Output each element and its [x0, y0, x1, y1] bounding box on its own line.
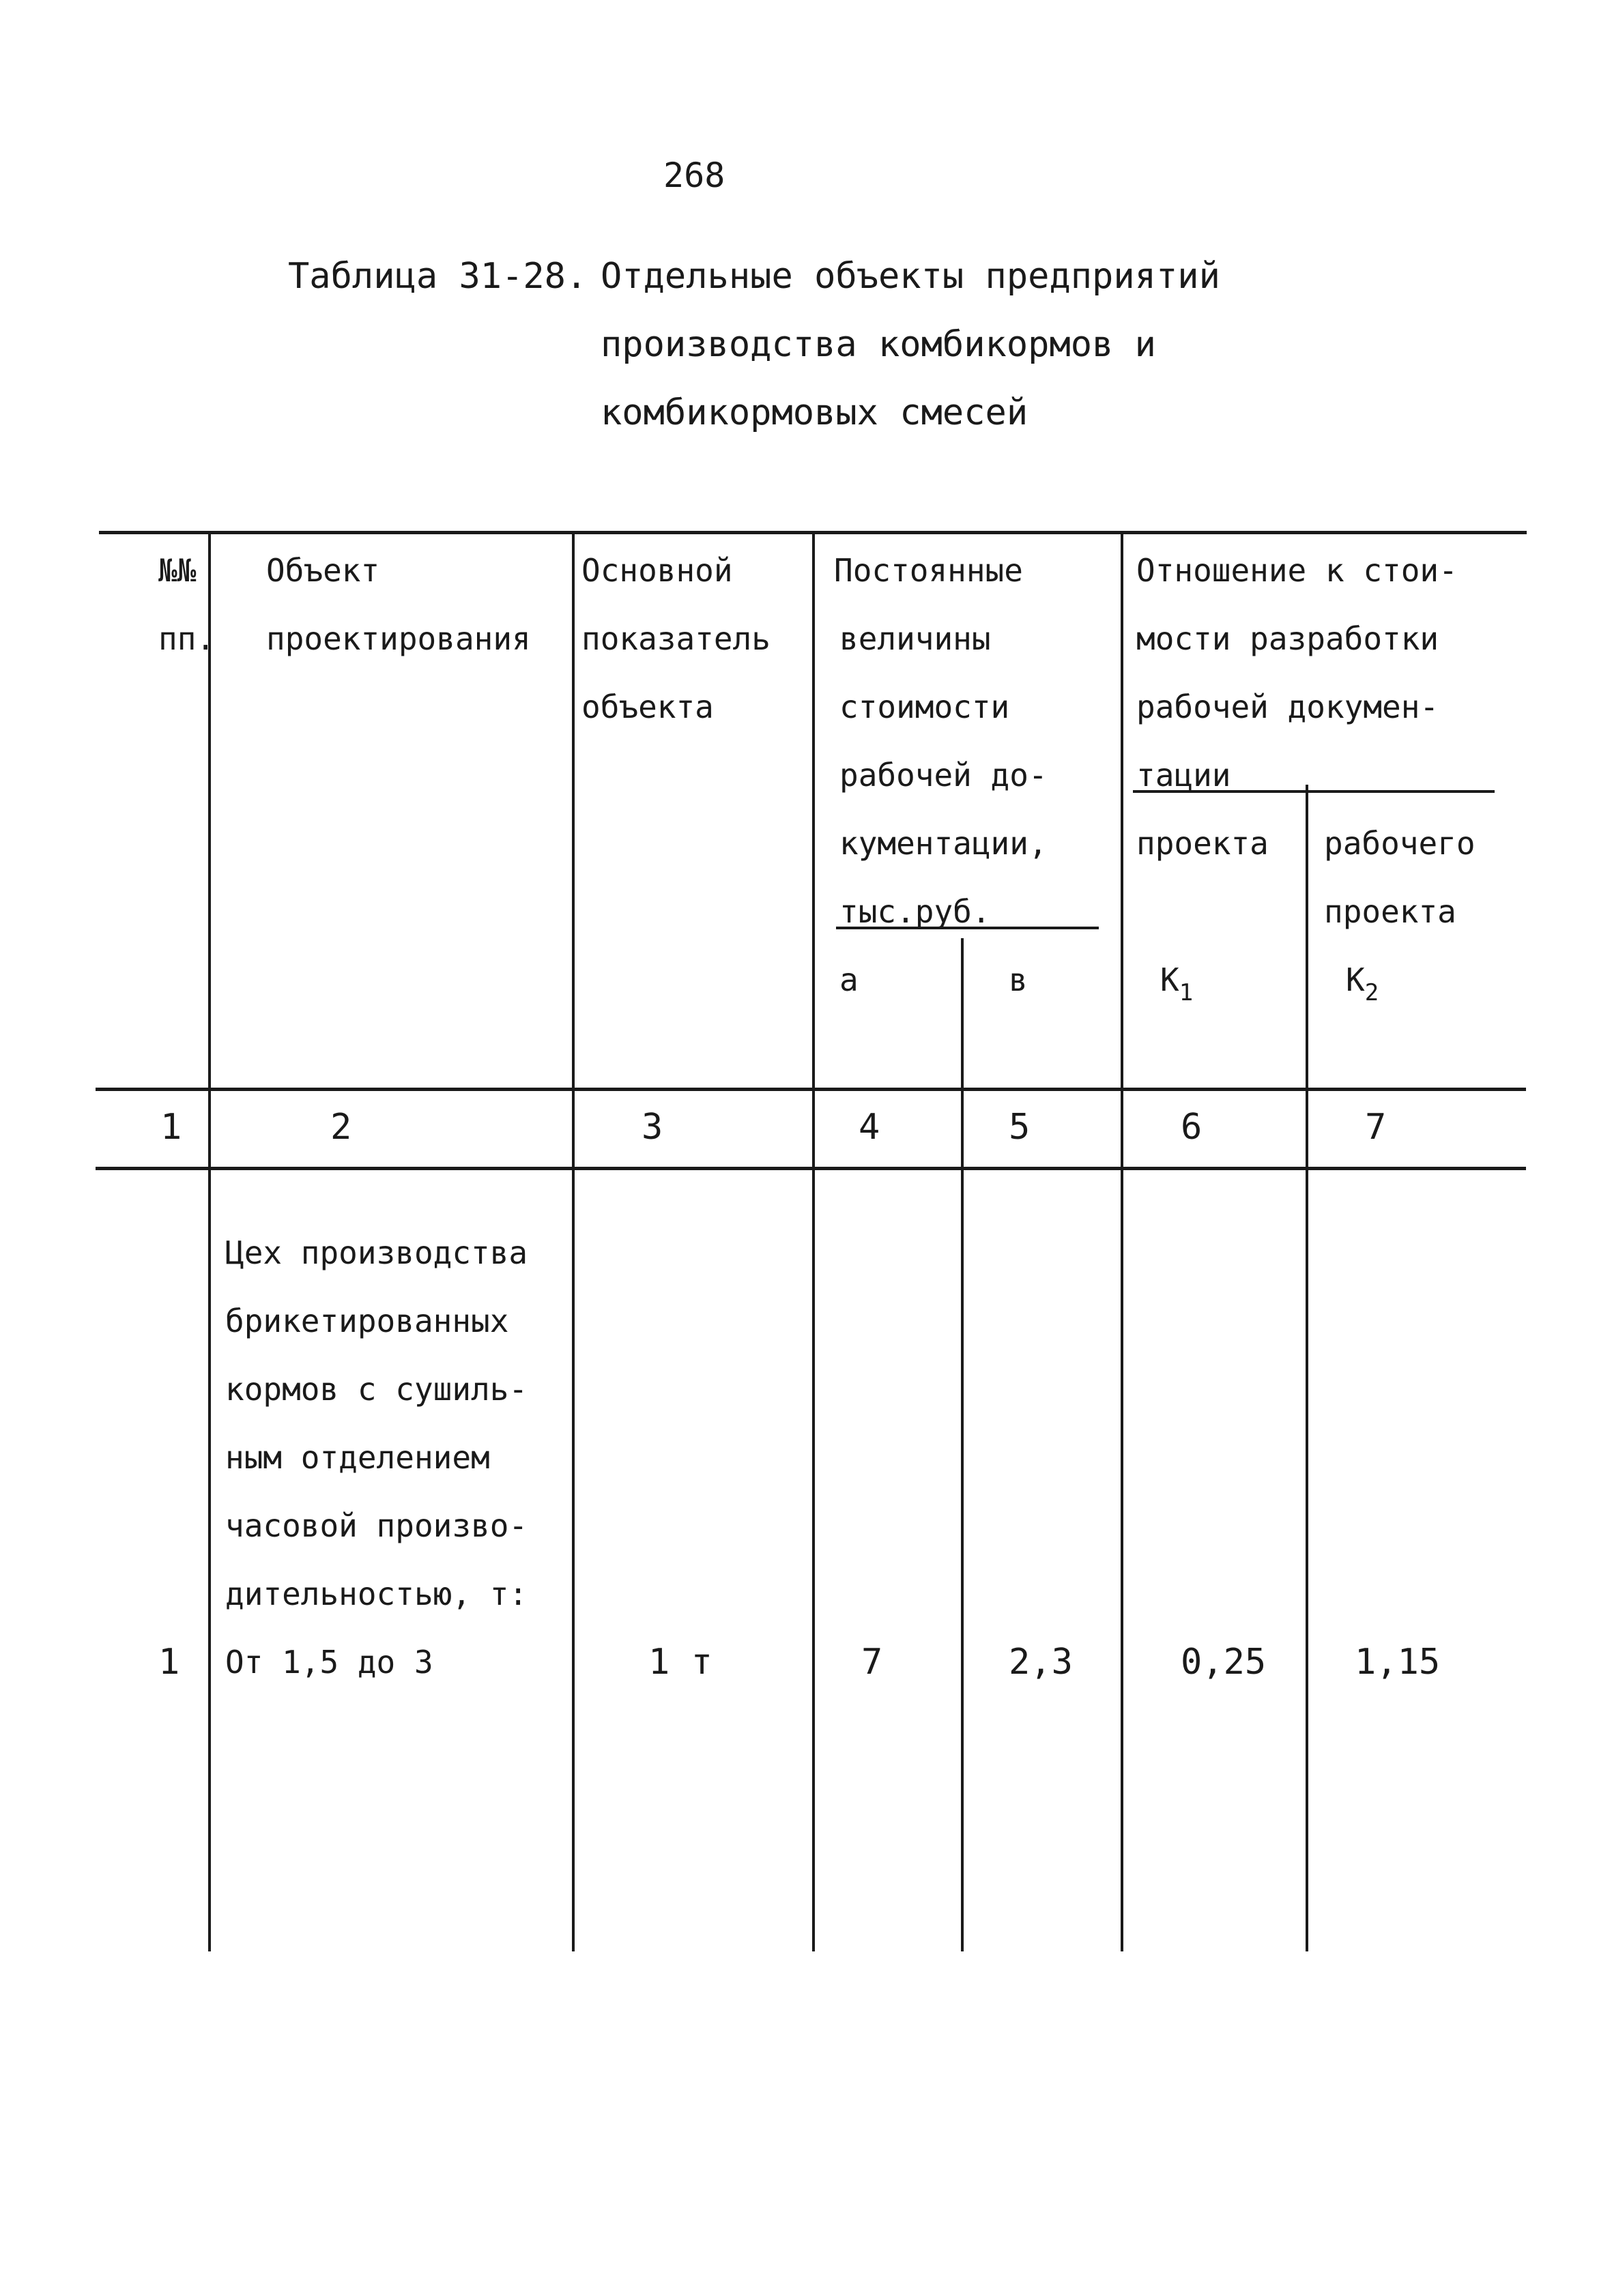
header-k2-label-line-1: рабочего — [1324, 825, 1476, 862]
header-indicator-line-3: объекта — [581, 688, 714, 725]
table-title-line-1: Отдельные объекты предприятий — [601, 256, 1220, 297]
header-const-line-5: кументации, — [839, 825, 1048, 862]
header-sub-a: а — [839, 961, 859, 998]
row-value-a: 7 — [861, 1642, 883, 1683]
row-value-k1: 0,25 — [1181, 1642, 1267, 1683]
header-object-line-1: Объект — [266, 552, 380, 589]
header-const-line-4: рабочей до- — [839, 757, 1048, 794]
row-number: 1 — [158, 1642, 180, 1683]
header-ratio-line-4: тации — [1136, 757, 1231, 794]
column-number-7: 7 — [1365, 1107, 1387, 1148]
header-k1-symbol: $К_1$ — [1160, 961, 1194, 1006]
row-value-b: 2,3 — [1009, 1642, 1073, 1683]
object-line-2: брикетированных — [225, 1303, 509, 1339]
header-k1-label: проекта — [1136, 825, 1269, 862]
object-line-3: кормов с сушиль- — [225, 1371, 528, 1408]
object-line-5: часовой произво- — [225, 1507, 528, 1544]
column-number-6: 6 — [1181, 1107, 1203, 1148]
column-numbers-rule — [96, 1167, 1526, 1170]
table-title-line-3: комбикормовых смесей — [601, 392, 1028, 433]
object-line-6: дительностью, т: — [225, 1575, 528, 1612]
header-number-line-2: пп. — [158, 620, 216, 657]
header-const-line-2: величины — [839, 620, 991, 657]
header-ratio-line-1: Отношение к стои- — [1136, 552, 1458, 589]
column-number-5: 5 — [1009, 1107, 1031, 1148]
column-divider-4 — [961, 938, 964, 1951]
row-value-k2: 1,15 — [1355, 1642, 1441, 1683]
header-ratio-line-3: рабочей докумен- — [1136, 688, 1439, 725]
header-const-line-1: Постоянные — [834, 552, 1023, 589]
column-number-1: 1 — [160, 1107, 182, 1148]
column-divider-2 — [572, 532, 575, 1951]
column-divider-5 — [1121, 532, 1123, 1951]
header-indicator-line-1: Основной — [581, 552, 733, 589]
header-const-line-6: тыс.руб. — [839, 893, 991, 930]
object-line-1: Цех производства — [225, 1234, 528, 1271]
header-sub-b: в — [1009, 961, 1028, 998]
column-divider-6 — [1306, 785, 1308, 1951]
column-divider-3 — [812, 532, 815, 1951]
header-const-line-3: стоимости — [839, 688, 1010, 725]
table-label: Таблица 31-28. — [288, 256, 588, 297]
header-indicator-line-2: показатель — [581, 620, 771, 657]
header-bottom-rule — [96, 1088, 1526, 1091]
column-number-3: 3 — [642, 1107, 663, 1148]
column-number-2: 2 — [330, 1107, 352, 1148]
header-object-line-2: проектирования — [266, 620, 531, 657]
column-divider-1 — [208, 532, 211, 1951]
header-ratio-line-2: мости разработки — [1136, 620, 1439, 657]
object-line-7: От 1,5 до 3 — [225, 1644, 433, 1681]
column-number-4: 4 — [859, 1107, 880, 1148]
object-line-4: ным отделением — [225, 1439, 490, 1476]
table-title-line-2: производства комбикормов и — [601, 324, 1156, 365]
header-k2-label-line-2: проекта — [1324, 893, 1456, 930]
page-number: 268 — [663, 156, 725, 195]
header-k2-symbol: $К_2$ — [1346, 961, 1379, 1006]
row-indicator: 1 т — [648, 1642, 713, 1683]
header-number-line-1: №№ — [158, 552, 197, 589]
